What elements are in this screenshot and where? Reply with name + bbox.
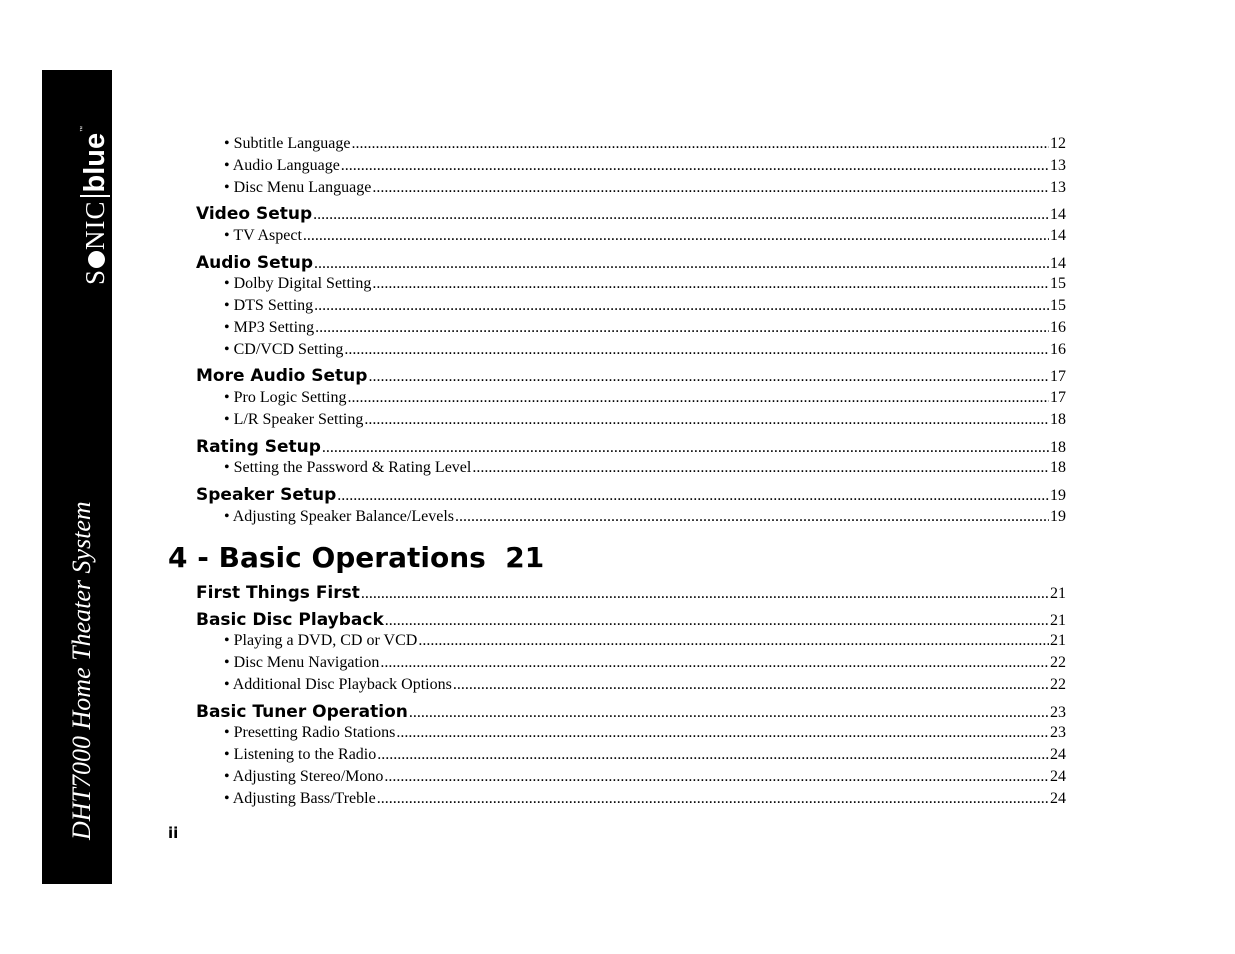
toc-entry-label: • Playing a DVD, CD or VCD	[224, 632, 418, 649]
logo-text-right: NIC	[79, 200, 110, 250]
toc-entry-page: 12	[1050, 135, 1066, 152]
toc-entry-page: 18	[1050, 411, 1066, 428]
toc-entry-page: 19	[1050, 508, 1066, 525]
toc-entry-label: • Dolby Digital Setting	[224, 275, 372, 292]
toc-section-page: 21	[1050, 612, 1066, 629]
toc-entry-page: 15	[1050, 275, 1066, 292]
toc-section[interactable]	[196, 702, 1066, 724]
toc-entry[interactable]	[224, 459, 1066, 481]
toc-section[interactable]	[196, 583, 1066, 605]
toc-entry-label: • DTS Setting	[224, 297, 314, 314]
toc-entry[interactable]	[224, 676, 1066, 698]
leader-dots	[418, 632, 1049, 650]
toc-section-page: 23	[1050, 704, 1066, 721]
toc-section-page: 21	[1050, 585, 1066, 602]
leader-dots	[380, 654, 1049, 672]
toc-section-label: Basic Disc Playback	[196, 610, 384, 630]
leader-dots	[455, 508, 1049, 526]
toc-section[interactable]	[196, 437, 1066, 459]
leader-dots	[351, 135, 1049, 153]
leader-dots	[315, 319, 1049, 337]
toc-entry[interactable]	[224, 227, 1066, 249]
toc-entry[interactable]	[224, 746, 1066, 768]
toc-entry-label: • Subtitle Language	[224, 135, 351, 152]
toc-entry-label: • Additional Disc Playback Options	[224, 676, 452, 693]
logo-trademark: ™	[80, 125, 86, 132]
leader-dots	[372, 179, 1049, 197]
leader-dots	[396, 724, 1049, 742]
leader-dots	[385, 612, 1049, 630]
sonicblue-logo	[77, 100, 113, 285]
toc-entry-label: • Setting the Password & Rating Level	[224, 459, 472, 476]
toc-entry-label: • L/R Speaker Setting	[224, 411, 364, 428]
chapter-heading[interactable]: 4 - Basic Operations 21	[168, 541, 545, 574]
toc-section-page: 18	[1050, 439, 1066, 456]
leader-dots	[322, 439, 1049, 457]
toc-entry-page: 15	[1050, 297, 1066, 314]
toc-entry[interactable]	[224, 790, 1066, 812]
toc-entry-page: 23	[1050, 724, 1066, 741]
toc-entry-page: 13	[1050, 179, 1066, 196]
toc-entry-label: • Listening to the Radio	[224, 746, 377, 763]
toc-entry[interactable]	[224, 157, 1066, 179]
toc-section[interactable]	[196, 485, 1066, 507]
leader-dots	[361, 585, 1049, 603]
leader-dots	[314, 255, 1049, 273]
toc-entry-label: • MP3 Setting	[224, 319, 315, 336]
toc-entry-label: • CD/VCD Setting	[224, 341, 344, 358]
leader-dots	[409, 704, 1049, 722]
toc-entry[interactable]	[224, 341, 1066, 363]
toc-entry[interactable]	[224, 724, 1066, 746]
toc-entry-page: 24	[1050, 790, 1066, 807]
toc-entry-page: 14	[1050, 227, 1066, 244]
toc-section-page: 19	[1050, 487, 1066, 504]
leader-dots	[313, 206, 1049, 224]
toc-section-page: 14	[1050, 206, 1066, 223]
toc-entry[interactable]	[224, 654, 1066, 676]
leader-dots	[364, 411, 1049, 429]
leader-dots	[372, 275, 1049, 293]
toc-entry[interactable]	[224, 319, 1066, 341]
toc-section-label: Speaker Setup	[196, 485, 337, 505]
toc-entry-page: 17	[1050, 389, 1066, 406]
toc-section-label: More Audio Setup	[196, 366, 368, 386]
leader-dots	[314, 297, 1049, 315]
leader-dots	[368, 368, 1049, 386]
toc-entry-label: • Presetting Radio Stations	[224, 724, 396, 741]
toc-entry-page: 21	[1050, 632, 1066, 649]
logo-dot-icon	[88, 251, 105, 268]
toc-entry[interactable]	[224, 135, 1066, 157]
toc-section-page: 17	[1050, 368, 1066, 385]
toc-entry-page: 18	[1050, 459, 1066, 476]
toc-entry-label: • Adjusting Stereo/Mono	[224, 768, 384, 785]
leader-dots	[341, 157, 1049, 175]
toc-section[interactable]	[196, 253, 1066, 275]
toc-section-label: Video Setup	[196, 204, 313, 224]
toc-section-label: Audio Setup	[196, 253, 314, 273]
toc-section[interactable]	[196, 204, 1066, 226]
toc-entry-label: • Pro Logic Setting	[224, 389, 347, 406]
leader-dots	[303, 227, 1049, 245]
toc-entry[interactable]	[224, 768, 1066, 790]
toc-entry-page: 13	[1050, 157, 1066, 174]
logo-brand: blue	[78, 132, 111, 193]
leader-dots	[472, 459, 1049, 477]
toc-entry[interactable]	[224, 275, 1066, 297]
toc-entry[interactable]	[224, 508, 1066, 530]
toc-entry[interactable]	[224, 411, 1066, 433]
leader-dots	[347, 389, 1049, 407]
page-number: ii	[168, 824, 179, 842]
toc-entry-page: 16	[1050, 341, 1066, 358]
leader-dots	[384, 768, 1049, 786]
toc-section-label: Basic Tuner Operation	[196, 702, 408, 722]
logo-divider	[80, 195, 110, 197]
toc-entry-page: 16	[1050, 319, 1066, 336]
toc-section[interactable]	[196, 366, 1066, 388]
toc-section-label: First Things First	[196, 583, 360, 603]
toc-section[interactable]	[196, 610, 1066, 632]
toc-entry[interactable]	[224, 389, 1066, 411]
toc-entry-label: • Adjusting Speaker Balance/Levels	[224, 508, 454, 525]
toc-entry-label: • Adjusting Bass/Treble	[224, 790, 376, 807]
product-title: DHT7000 Home Theater System	[67, 501, 96, 840]
toc-entry-label: • Disc Menu Navigation	[224, 654, 380, 671]
toc-entry[interactable]	[224, 632, 1066, 654]
toc-section-label: Rating Setup	[196, 437, 321, 457]
toc-entry-label: • Disc Menu Language	[224, 179, 372, 196]
toc-entry-label: • Audio Language	[224, 157, 340, 174]
toc-section-page: 14	[1050, 255, 1066, 272]
toc-entry-label: • TV Aspect	[224, 227, 302, 244]
logo-text-left: S	[79, 268, 110, 285]
toc-entry-page: 22	[1050, 654, 1066, 671]
leader-dots	[377, 746, 1049, 764]
toc-entry-page: 24	[1050, 768, 1066, 785]
toc-entry[interactable]	[224, 297, 1066, 319]
leader-dots	[337, 487, 1049, 505]
leader-dots	[344, 341, 1049, 359]
leader-dots	[453, 676, 1049, 694]
toc-entry-page: 22	[1050, 676, 1066, 693]
toc-entry[interactable]	[224, 179, 1066, 201]
toc-entry-page: 24	[1050, 746, 1066, 763]
leader-dots	[377, 790, 1049, 808]
